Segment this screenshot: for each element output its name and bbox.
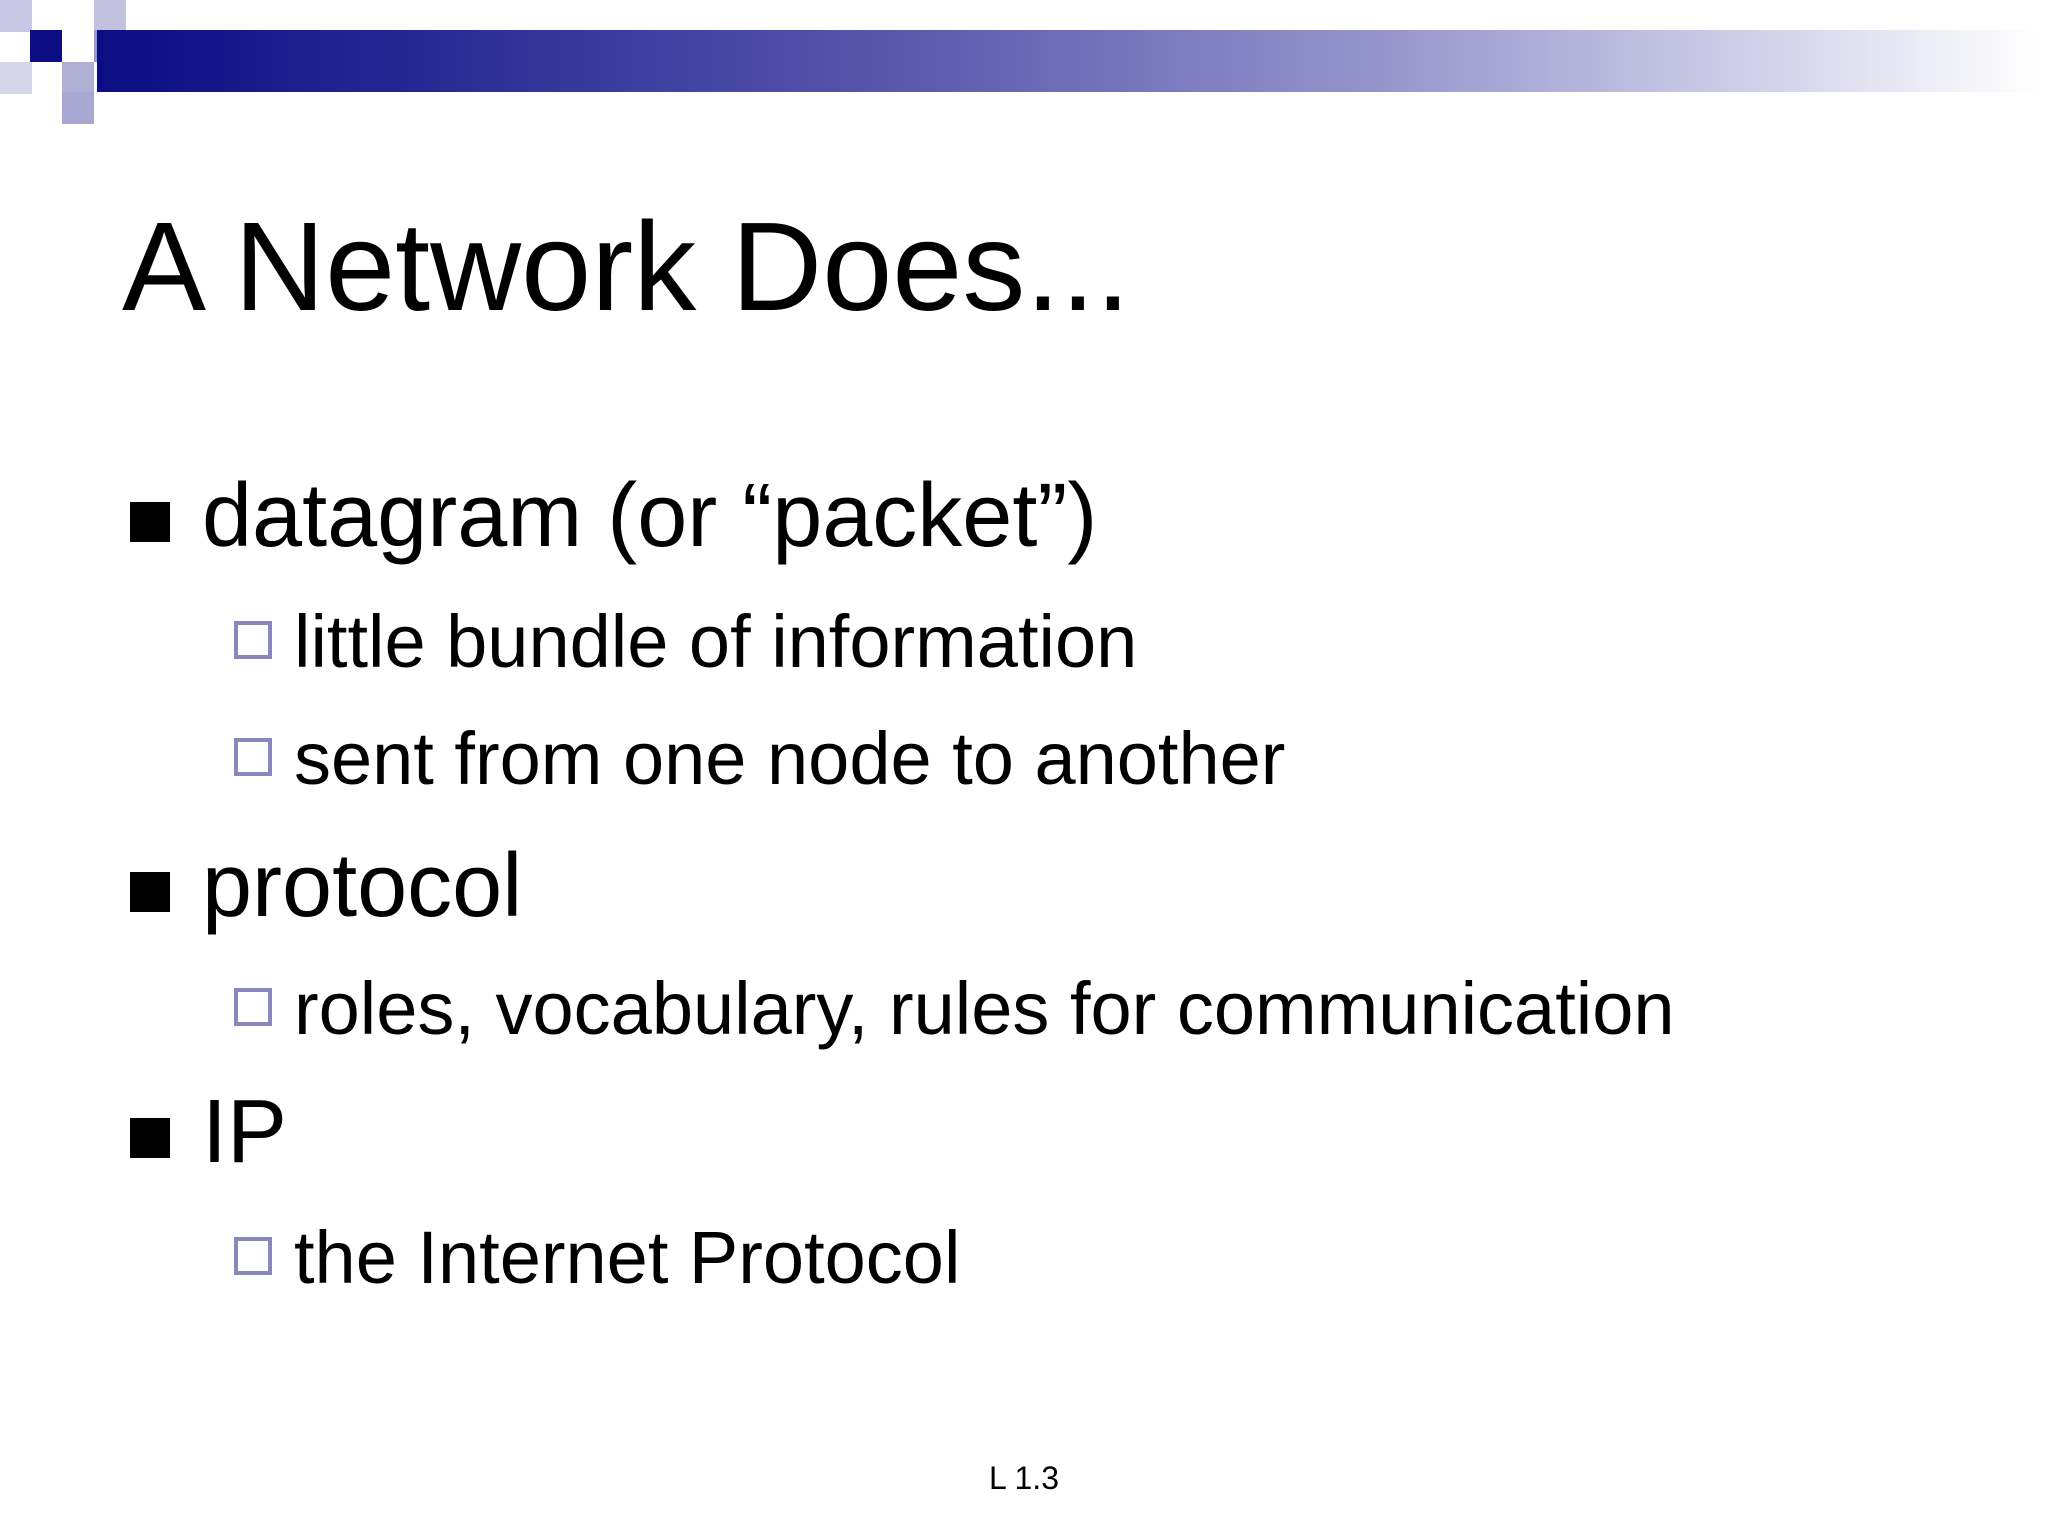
sub-bullet-text: little bundle of information [294, 600, 1138, 683]
sub-bullet-text: roles, vocabulary, rules for communication [294, 967, 1675, 1050]
sub-bullet-text: the Internet Protocol [294, 1216, 961, 1299]
slide-number: L 1.3 [989, 1460, 1059, 1496]
bullet-text: datagram (or “packet”) [202, 466, 1098, 566]
bullet-text: IP [202, 1082, 288, 1182]
slide-title: A Network Does... [122, 196, 1131, 337]
filled-square-bullet-icon [130, 1118, 170, 1158]
hollow-square-bullet-icon [234, 988, 272, 1026]
hollow-square-bullet-icon [234, 738, 272, 776]
filled-square-bullet-icon [130, 502, 170, 542]
sub-bullet-text: sent from one node to another [294, 717, 1286, 800]
hollow-square-bullet-icon [234, 621, 272, 659]
bullet-text: protocol [202, 836, 523, 936]
filled-square-bullet-icon [130, 872, 170, 912]
hollow-square-bullet-icon [234, 1237, 272, 1275]
